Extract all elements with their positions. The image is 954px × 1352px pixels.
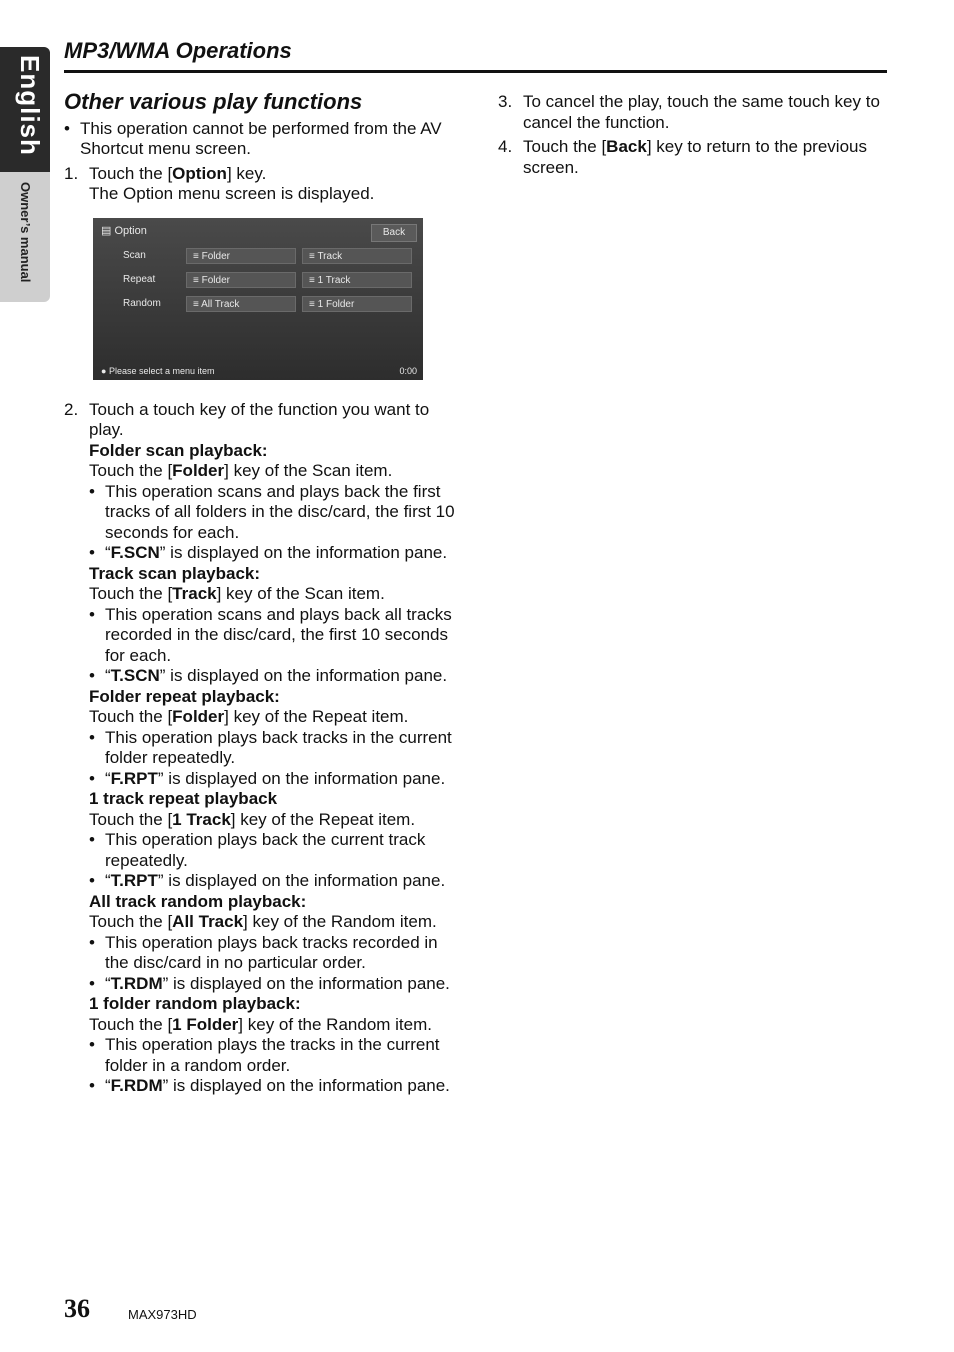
playback-mode [64, 789, 464, 892]
screen-key-label: Folder [201, 250, 230, 262]
playback-mode [64, 441, 464, 564]
screen-title-text: Option [114, 224, 147, 237]
quote-mark: “ [105, 543, 111, 562]
key-name: Folder [172, 707, 225, 726]
playback-heading: All track random playback: [89, 891, 307, 911]
playback-mode [64, 994, 464, 1097]
instruction-text: ] key of the Scan item. [224, 461, 393, 480]
indicator-text: ” is displayed on the information pane. [157, 871, 446, 890]
option-menu-screenshot [93, 218, 423, 380]
screen-key-label: Track [317, 250, 343, 262]
playback-indicator-note [64, 543, 464, 564]
step-1 [64, 164, 464, 205]
playback-instruction [64, 810, 464, 831]
screen-row-repeat [118, 272, 418, 288]
indicator-code: T.SCN [110, 666, 160, 685]
step-2 [64, 400, 464, 441]
indicator-text: ” is displayed on the information pane. [162, 973, 450, 993]
screen-key: ≡ 1 Folder [302, 296, 412, 312]
step-3 [498, 92, 898, 133]
playback-instruction [64, 584, 464, 605]
instruction-text: ] key of the Repeat item. [224, 707, 409, 726]
screen-row-label: Scan [123, 249, 146, 261]
playback-mode [64, 687, 464, 790]
playback-description: • This operation scans and plays back all tracks recorded in the disc/card, the first 10 seconds for each. [64, 605, 464, 667]
quote-mark: “ [105, 1076, 111, 1095]
playback-description: • This operation plays back tracks in the current folder repeatedly. [64, 728, 464, 769]
playback-instruction [64, 912, 464, 933]
step-text: Touch the [ [523, 137, 607, 156]
instruction-text: Touch the [ [89, 461, 173, 480]
playback-heading: Folder repeat playback: [89, 686, 280, 706]
screen-title: ▤ Option [101, 224, 147, 237]
step-2-items [64, 441, 464, 1097]
screen-key: ≡ Folder [186, 248, 296, 264]
key-name: Back [606, 137, 647, 156]
screen-status-text: Please select a menu item [108, 365, 215, 376]
screen-row-label: Random [123, 297, 161, 309]
playback-mode [64, 564, 464, 687]
screen-time: 0:00 [399, 365, 417, 376]
step-number: 1. [64, 163, 79, 183]
screen-key: ≡ Track [302, 248, 412, 264]
header-title: MP3/WMA Operations [64, 38, 292, 63]
step-number: 3. [498, 92, 513, 111]
quote-mark: “ [105, 871, 111, 890]
screen-key: ≡ All Track [186, 296, 296, 312]
right-column [498, 92, 898, 178]
playback-mode [64, 892, 464, 995]
screen-key-label: All Track [201, 298, 240, 310]
left-column [64, 89, 464, 1097]
screen-key-label: Folder [201, 274, 230, 286]
playback-instruction [64, 707, 464, 728]
screen-row-scan [118, 248, 418, 264]
indicator-code: F.RDM [110, 1076, 163, 1095]
instruction-text: ] key of the Random item. [238, 1014, 432, 1034]
playback-instruction [64, 461, 464, 482]
playback-heading: 1 folder random playback: [89, 994, 301, 1013]
step-text: ] key. [226, 163, 267, 183]
instruction-text: Touch the [ [89, 809, 173, 829]
step-4 [498, 137, 898, 178]
key-name: Option [172, 163, 227, 183]
screen-key: ≡ Folder [186, 272, 296, 288]
step-1-result: The Option menu screen is displayed. [89, 184, 375, 203]
page-number: 36 [64, 1294, 90, 1323]
key-name: 1 Track [172, 809, 231, 829]
intro-bullet: • This operation cannot be performed from the AV Shortcut menu screen. [64, 119, 464, 160]
instruction-text: Touch the [ [89, 1014, 173, 1034]
screen-key: ≡ 1 Track [302, 272, 412, 288]
indicator-text: ” is displayed on the information pane. [157, 768, 446, 788]
indicator-code: F.RPT [110, 768, 158, 788]
instruction-text: ] key of the Repeat item. [230, 809, 416, 829]
instruction-text: ] key of the Random item. [243, 912, 437, 931]
playback-indicator-note [64, 1076, 464, 1097]
screen-row-random [118, 296, 418, 312]
playback-description: • This operation plays back tracks recorded in the disc/card in no particular order. [64, 933, 464, 974]
key-name: 1 Folder [172, 1014, 239, 1034]
indicator-code: F.SCN [110, 543, 160, 562]
indicator-text: ” is displayed on the information pane. [159, 666, 448, 685]
quote-mark: “ [105, 666, 111, 685]
playback-heading: Folder scan playback: [89, 440, 268, 460]
indicator-code: T.RDM [110, 973, 163, 993]
playback-indicator-note [64, 871, 464, 892]
screen-status: ● Please select a menu item [101, 365, 215, 376]
instruction-text: Touch the [ [89, 707, 173, 726]
playback-instruction [64, 1015, 464, 1036]
page-header [64, 38, 887, 73]
quote-mark: “ [105, 973, 111, 993]
step-text: Touch the [ [89, 163, 173, 183]
step-number: 2. [64, 399, 79, 419]
key-name: Track [172, 584, 217, 603]
step-text: Touch a touch key of the function you want to play. [89, 399, 430, 439]
key-name: All Track [172, 912, 244, 931]
model-name: MAX973HD [128, 1307, 197, 1322]
screen-key-label: 1 Folder [317, 298, 355, 310]
step-text: ] key to return to the previous screen. [523, 137, 867, 177]
instruction-text: ] key of the Scan item. [216, 584, 385, 603]
playback-indicator-note [64, 974, 464, 995]
side-tab-language-block [0, 47, 50, 172]
indicator-code: T.RPT [110, 871, 158, 890]
indicator-text: ” is displayed on the information pane. [162, 1076, 450, 1095]
side-tab-manual: Owner’s manual [18, 182, 33, 283]
side-tab-language: English [15, 55, 45, 156]
section-title: Other various play functions [64, 89, 363, 114]
playback-indicator-note [64, 769, 464, 790]
key-name: Folder [172, 461, 225, 480]
screen-back-button: Back [371, 224, 417, 242]
playback-heading: Track scan playback: [89, 563, 261, 583]
screen-key-label: 1 Track [317, 274, 351, 286]
instruction-text: Touch the [ [89, 584, 173, 603]
quote-mark: “ [105, 768, 111, 788]
step-text: To cancel the play, touch the same touch key to cancel the function. [523, 92, 880, 132]
side-tab [0, 47, 50, 302]
playback-description: • This operation scans and plays back the first tracks of all folders in the disc/card, the first 10 seconds for each. [64, 482, 464, 544]
playback-heading: 1 track repeat playback [89, 789, 278, 808]
indicator-text: ” is displayed on the information pane. [159, 543, 448, 562]
playback-description: • This operation plays the tracks in the current folder in a random order. [64, 1035, 464, 1076]
playback-indicator-note [64, 666, 464, 687]
playback-description: • This operation plays back the current track repeatedly. [64, 830, 464, 871]
instruction-text: Touch the [ [89, 912, 173, 931]
screen-row-label: Repeat [123, 273, 156, 285]
step-number: 4. [498, 137, 513, 156]
